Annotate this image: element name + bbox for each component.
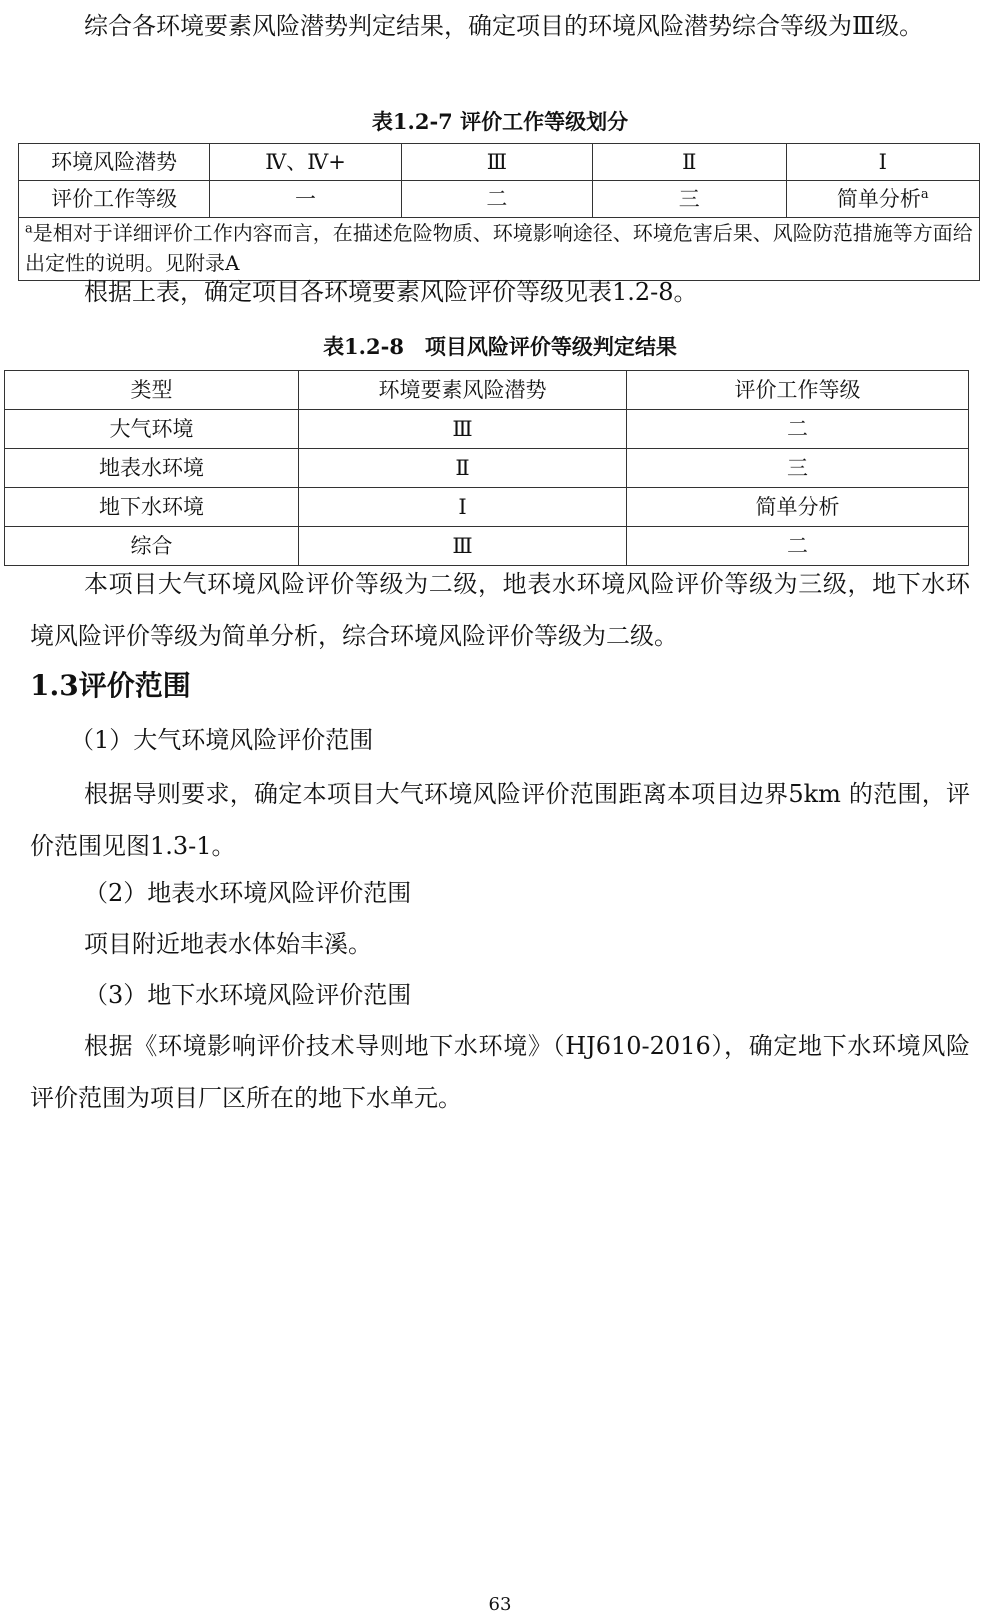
table-cell: 一: [210, 181, 401, 218]
table-cell: Ⅱ: [593, 144, 786, 181]
table-cell: Ⅰ: [299, 488, 627, 527]
table-row: [5, 410, 969, 449]
table-cell: 环境风险潜势: [19, 144, 210, 181]
table-cell: 二: [627, 527, 969, 566]
table-cell: 三: [593, 181, 786, 218]
cell-text: 简单分析: [836, 187, 921, 211]
table1: [18, 143, 980, 281]
table-row: [19, 181, 980, 218]
table-cell: Ⅲ: [401, 144, 592, 181]
table-row: [5, 488, 969, 527]
table-cell: 二: [401, 181, 592, 218]
paragraph: 根据《环境影响评价技术导则地下水环境》（HJ610-2016），确定地下水环境风险评价范围为项目厂区所在的地下水单元。: [30, 1032, 970, 1112]
table-header-cell: 环境要素风险潜势: [299, 371, 627, 410]
paragraph: 根据上表，确定项目各环境要素风险评价等级见表1.2-8。: [84, 278, 698, 306]
subheading: （3）地下水环境风险评价范围: [84, 981, 412, 1009]
table-cell: Ⅲ: [299, 527, 627, 566]
intro-paragraph: 综合各环境要素风险潜势判定结果，确定项目的环境风险潜势综合等级为Ⅲ级。: [84, 12, 924, 40]
table-cell: 大气环境: [5, 410, 299, 449]
table-cell: 简单分析: [627, 488, 969, 527]
table-cell: [786, 181, 979, 218]
table1-caption: 表1.2-7 评价工作等级划分: [371, 109, 629, 134]
table2: [4, 370, 969, 566]
subheading: （2）地表水环境风险评价范围: [84, 879, 412, 907]
paragraph: 项目附近地表水体始丰溪。: [84, 930, 372, 958]
page-number: 63: [488, 1594, 512, 1615]
table-cell: Ⅳ、Ⅳ+: [210, 144, 401, 181]
table-header-cell: 类型: [5, 371, 299, 410]
table-row: [5, 449, 969, 488]
table2-caption: 表1.2-8 项目风险评价等级判定结果: [323, 334, 677, 359]
note-text: 是相对于详细评价工作内容而言，在描述危险物质、环境影响途径、环境危害后果、风险防范措施等方面给出定性的说明。见附录A: [25, 221, 973, 275]
table-cell: Ⅰ: [786, 144, 979, 181]
paragraph: 本项目大气环境风险评价等级为二级，地表水环境风险评价等级为三级，地下水环境风险评价等级为简单分析，综合环境风险评价等级为二级。: [30, 570, 970, 650]
table-cell: 地下水环境: [5, 488, 299, 527]
footnote-marker: a: [25, 221, 33, 237]
table-header-cell: 评价工作等级: [627, 371, 969, 410]
table-cell: 地表水环境: [5, 449, 299, 488]
paragraph: 根据导则要求，确定本项目大气环境风险评价范围距离本项目边界5km 的范围，评价范围见图1.3-1。: [30, 780, 970, 860]
table-row: [19, 144, 980, 181]
section-heading: 1.3评价范围: [30, 669, 191, 702]
subheading: （1）大气环境风险评价范围: [70, 726, 374, 754]
table-cell: Ⅱ: [299, 449, 627, 488]
table-cell: Ⅲ: [299, 410, 627, 449]
table-header-row: [5, 371, 969, 410]
table-cell: 评价工作等级: [19, 181, 210, 218]
footnote-marker: a: [920, 187, 929, 202]
table-cell: 综合: [5, 527, 299, 566]
table-cell: 三: [627, 449, 969, 488]
table-cell: 二: [627, 410, 969, 449]
